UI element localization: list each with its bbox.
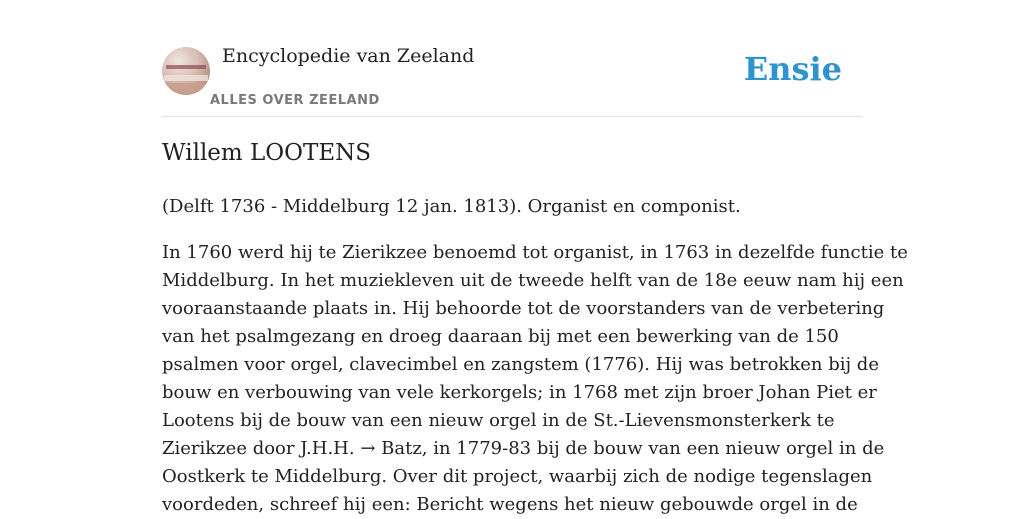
body-line: Lootens bij de bouw van een nieuw orgel in de St.-Lievensmonsterkerk te — [162, 410, 835, 431]
body-line: voordeden, schreef hij een: Bericht wegens het nieuw gebouwde orgel in de — [162, 494, 858, 515]
page-container — [162, 0, 908, 515]
brand-link[interactable]: Ensie — [743, 50, 842, 88]
article-body — [162, 239, 908, 519]
body-line: Middelburg. In het muziekleven uit de tweede helft van de 18e eeuw nam hij een — [162, 270, 904, 291]
body-line: In 1760 werd hij te Zierikzee benoemd tot organist, in 1763 in dezelfde functie te — [162, 242, 908, 263]
site-header — [162, 0, 862, 117]
body-line: Zierikzee door J.H.H. → Batz, in 1779-83 bij de bouw van een nieuw orgel in de — [162, 438, 885, 459]
logo-band — [166, 65, 206, 69]
site-title[interactable]: Encyclopedie van Zeeland — [222, 45, 475, 67]
body-line: bouw en verbouwing van vele kerkorgels; in 1768 met zijn broer Johan Piet er — [162, 382, 877, 403]
article-lead: (Delft 1736 - Middelburg 12 jan. 1813). Organist en componist. — [162, 196, 741, 217]
logo-band — [164, 75, 208, 81]
body-line: van het psalmgezang en droeg daaraan bij met een bewerking van de 150 — [162, 326, 839, 347]
site-tagline: ALLES OVER ZEELAND — [210, 93, 380, 108]
article-title: Willem LOOTENS — [162, 140, 372, 166]
site-logo[interactable] — [162, 47, 210, 95]
body-line: vooraanstaande plaats in. Hij behoorde tot de voorstanders van de verbetering — [162, 298, 885, 319]
body-line: Oostkerk te Middelburg. Over dit project, waarbij zich de nodige tegenslagen — [162, 466, 873, 487]
logo-band — [162, 83, 210, 95]
body-line: psalmen voor orgel, clavecimbel en zangstem (1776). Hij was betrokken bij de — [162, 354, 879, 375]
